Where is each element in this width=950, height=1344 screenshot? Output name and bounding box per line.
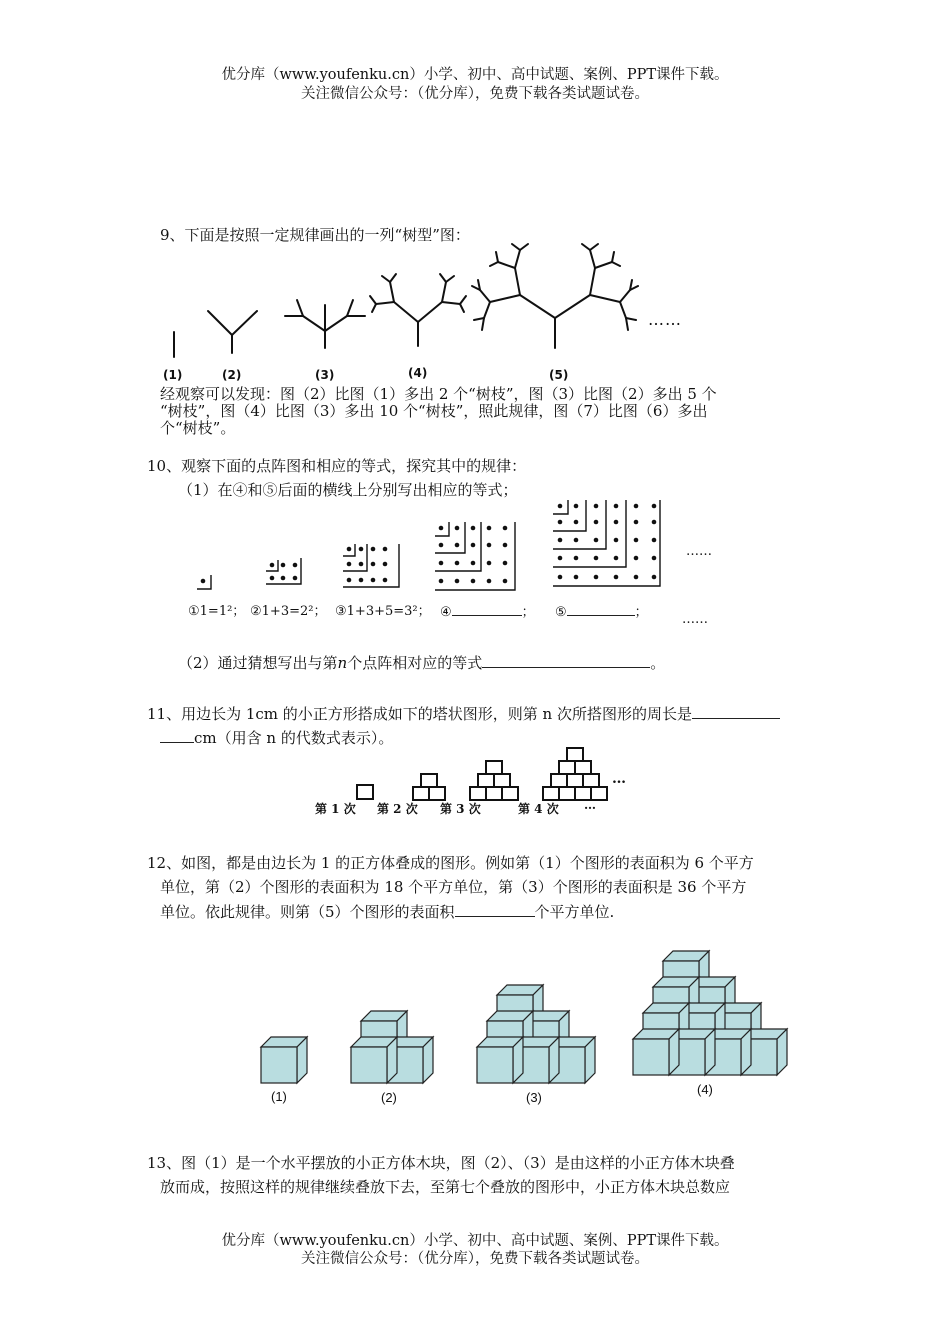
q10-sub2-c: 。 <box>650 654 666 672</box>
q10-eq-2: ②1+3=2²； <box>250 604 327 619</box>
q10-sub2-a: （2）通过猜想写出与第 <box>178 654 338 672</box>
q10-title: 10、观察下面的点阵图和相应的等式，探究其中的规律： <box>147 457 527 475</box>
q11-label-3: 第 3 次 <box>440 802 481 816</box>
q12-caption-3: (3) <box>526 1090 542 1105</box>
q12-cube-fig4-9 <box>633 1029 679 1075</box>
q10-eq-1: ①1=1²； <box>188 604 246 619</box>
q11-line-2-text: cm（用含 n 的代数式表示）。 <box>194 729 394 747</box>
q12-line-1: 12、如图，都是由边长为 1 的正方体叠成的图形。例如第（1）个图形的表面积为 6 个平方 <box>147 854 754 872</box>
q9-label-1: (1) <box>163 368 183 382</box>
q11-ellipsis-right: … <box>612 771 626 787</box>
q10-sub1: （1）在④和⑤后面的横线上分别写出相应的等式； <box>178 481 518 499</box>
q10-eq-5-prefix: ⑤ <box>555 605 567 620</box>
header-line-1: 优分库（www.youfenku.cn）小学、初中、高中试题、案例、PPT课件下载。 <box>221 67 729 83</box>
q11-ellipsis-after: … <box>584 798 596 812</box>
q12-caption-2: (2) <box>381 1090 397 1105</box>
q12-line-3-a: 单位。依此规律。则第（5）个图形的表面积 <box>160 903 455 921</box>
q9-ellipsis: …… <box>648 310 682 329</box>
q11-label-1: 第 1 次 <box>315 802 356 816</box>
q11-label-2: 第 2 次 <box>377 802 418 816</box>
q12-caption-1: (1) <box>271 1089 287 1104</box>
q9-label-5: (5) <box>549 368 569 382</box>
q10-eq-4-suffix: ； <box>521 605 535 620</box>
q10-eq-5-suffix: ； <box>634 605 648 620</box>
q12-line-2: 单位，第（2）个图形的表面积为 18 个平方单位，第（3）个图形的表面积是 36 个平方 <box>160 878 747 896</box>
q13-line-1: 13、图（1）是一个水平摆放的小正方体木块，图（2）、（3）是由这样的小正方体木块叠 <box>147 1154 735 1172</box>
q12-cube-fig2-2 <box>351 1037 397 1083</box>
q9-text-3: 个“树枝”。 <box>160 419 236 437</box>
q12-cube-fig3-5 <box>477 1037 523 1083</box>
q9-label-3: (3) <box>315 368 335 382</box>
q12-caption-4: (4) <box>697 1082 713 1097</box>
q10-eq-4-prefix: ④ <box>440 605 452 620</box>
q10-sub2-b: 个点阵相对应的等式 <box>347 654 483 672</box>
q12-line-3-b: 个平方单位. <box>534 903 615 921</box>
q9-title: 9、下面是按照一定规律画出的一列“树型”图： <box>160 226 470 244</box>
footer-line-2: 关注微信公众号：（优分库），免费下载各类试题试卷。 <box>301 1251 649 1267</box>
q9-text-2: “树枝”，图（4）比图（3）多出 10 个“树枝”，照此规律，图（7）比图（6）多出 <box>160 402 708 420</box>
q10-eq-3: ③1+3+5=3²； <box>335 604 431 619</box>
q10-ellipsis-below: …… <box>682 612 708 627</box>
q11-line-1-text: 11、用边长为 1cm 的小正方形搭成如下的塔状图形，则第 n 次所搭图形的周长是 <box>147 705 692 723</box>
q13-line-2: 放而成，按照这样的规律继续叠放下去，至第七个叠放的图形中，小正方体木块总数应 <box>160 1178 731 1196</box>
q9-label-4: (4) <box>408 366 428 380</box>
q11-label-4: 第 4 次 <box>518 802 559 816</box>
footer-line-1: 优分库（www.youfenku.cn）小学、初中、高中试题、案例、PPT课件下载。 <box>221 1233 729 1249</box>
q9-text-1: 经观察可以发现：图（2）比图（1）多出 2 个“树枝”，图（3）比图（2）多出 5 个 <box>160 385 717 403</box>
header-line-2: 关注微信公众号：（优分库），免费下载各类试题试卷。 <box>301 86 649 102</box>
q9-label-2: (2) <box>222 368 242 382</box>
q10-sub2-n: n <box>337 654 348 672</box>
q12-cube-fig1-0 <box>261 1037 307 1083</box>
q10-ellipsis-right: …… <box>686 544 712 559</box>
